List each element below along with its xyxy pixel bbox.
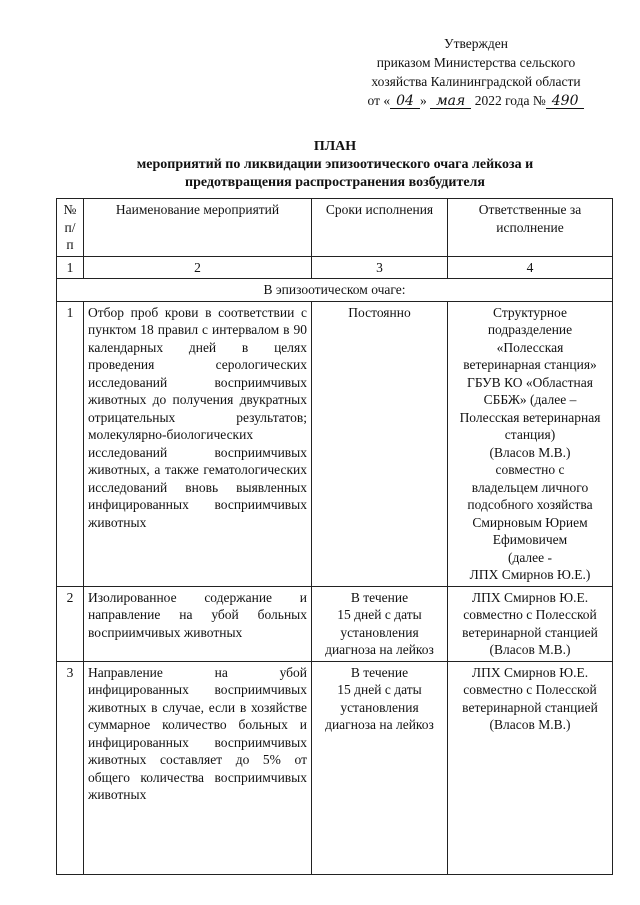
table-row xyxy=(57,586,613,661)
responsible-line: Структурное xyxy=(493,304,567,320)
plan-subtitle-line2: предотвращения распространения возбудителя xyxy=(185,175,485,190)
responsible-line: станция) xyxy=(504,427,556,442)
responsible-line: подсобного хозяйства xyxy=(467,497,593,512)
responsible-line: «Полесская xyxy=(496,339,564,355)
plan-table xyxy=(56,198,613,875)
approval-order-line: приказом Министерства сельского xyxy=(376,55,576,70)
responsible-line: ЛПХ Смирнов Ю.Е. xyxy=(471,589,589,605)
plan-subtitle-line1: мероприятий по ликвидации эпизоотического очага лейкоза и xyxy=(136,157,534,172)
section-row xyxy=(57,279,613,302)
table-row xyxy=(57,301,613,586)
responsible-line: Смирновым Юрием xyxy=(472,514,588,530)
responsible-line: Полесская ветеринарная xyxy=(459,409,601,425)
deadline-line: 15 дней с даты xyxy=(337,607,422,622)
deadline-line: 15 дней с даты xyxy=(337,682,422,697)
row-responsible xyxy=(448,301,613,586)
row-number: 2 xyxy=(57,586,84,661)
approval-ministry-line: хозяйства Калининградской области xyxy=(371,74,581,89)
header-responsible: Ответственные за исполнение xyxy=(448,199,613,257)
header-deadline: Сроки исполнения xyxy=(312,199,448,257)
deadline-line: В течение xyxy=(350,589,409,605)
responsible-line: владельцем личного xyxy=(471,479,589,495)
table-header-row xyxy=(57,199,613,257)
date-month: мая xyxy=(430,94,471,109)
row-deadline: Постоянно xyxy=(312,301,448,586)
row-responsible xyxy=(448,586,613,661)
deadline-line: установления xyxy=(340,699,419,715)
order-number: 490 xyxy=(546,94,585,109)
responsible-line: ветеринарная станция» xyxy=(463,357,597,372)
responsible-line: совместно с Полесской xyxy=(463,607,597,622)
responsible-line: ветеринарной станцией xyxy=(462,624,598,640)
responsible-line: Ефимовичем xyxy=(492,532,568,547)
responsible-line: ЛПХ Смирнов Ю.Е. xyxy=(471,664,589,680)
responsible-line: совместно с xyxy=(495,462,565,477)
column-number: 3 xyxy=(312,256,448,279)
row-deadline xyxy=(312,661,448,874)
row-number: 1 xyxy=(57,301,84,586)
responsible-line: (Власов М.В.) xyxy=(489,642,571,657)
responsible-line: СББЖ» (далее – xyxy=(483,392,577,407)
date-prefix: от « xyxy=(367,93,391,108)
row-number: 3 xyxy=(57,661,84,874)
responsible-line: (далее - xyxy=(507,549,553,565)
responsible-line: ГБУВ КО «Областная xyxy=(467,374,593,390)
header-measure: Наименование мероприятий xyxy=(84,199,312,257)
deadline-line: В течение xyxy=(350,664,409,680)
row-responsible xyxy=(448,661,613,874)
row-measure: Изолированное содержание и направление на убой больных восприимчивых животных xyxy=(84,586,312,661)
column-number: 1 xyxy=(57,256,84,279)
date-mid: » xyxy=(419,93,427,108)
responsible-line: подразделение xyxy=(487,322,573,337)
date-day: 04 xyxy=(390,94,420,109)
deadline-line: диагноза на лейкоз xyxy=(325,642,434,657)
header-number: № п/п xyxy=(57,199,84,257)
responsible-line: (Власов М.В.) xyxy=(489,444,571,460)
column-number: 4 xyxy=(448,256,613,279)
column-number: 2 xyxy=(84,256,312,279)
approval-date-line xyxy=(345,91,607,110)
row-deadline xyxy=(312,586,448,661)
section-title: В эпизоотическом очаге: xyxy=(57,279,613,302)
document-title xyxy=(60,138,610,192)
deadline-line: диагноза на лейкоз xyxy=(325,717,434,732)
responsible-line: совместно с Полесской xyxy=(463,682,597,697)
row-measure: Отбор проб крови в соответствии с пунктом 18 правил с интервалом в 90 календарных дней в целях проведения серологических исследований восприимчивых животных до получения двукратных отрицательных результатов; молекулярно-биологических исследований восприимчивых животных, а также гематологических исследований вновь выявленных инфицированных восприимчивых животных xyxy=(84,301,312,586)
approval-block xyxy=(345,34,607,110)
table-row xyxy=(57,661,613,874)
date-year: 2022 года № xyxy=(474,93,546,108)
responsible-line: ЛПХ Смирнов Ю.Е.) xyxy=(469,567,591,582)
responsible-line: ветеринарной станцией xyxy=(462,699,598,715)
column-number-row xyxy=(57,256,613,279)
row-measure: Направление на убой инфицированных восприимчивых животных в случае, если в хозяйстве суммарное количество больных и инфицированных восприимчивых животных составляет до 5% от общего количества восприимчивых животных xyxy=(84,661,312,874)
deadline-line: установления xyxy=(340,624,419,640)
plan-heading: ПЛАН xyxy=(313,139,357,154)
responsible-line: (Власов М.В.) xyxy=(489,717,571,732)
approval-title: Утвержден xyxy=(444,36,508,51)
